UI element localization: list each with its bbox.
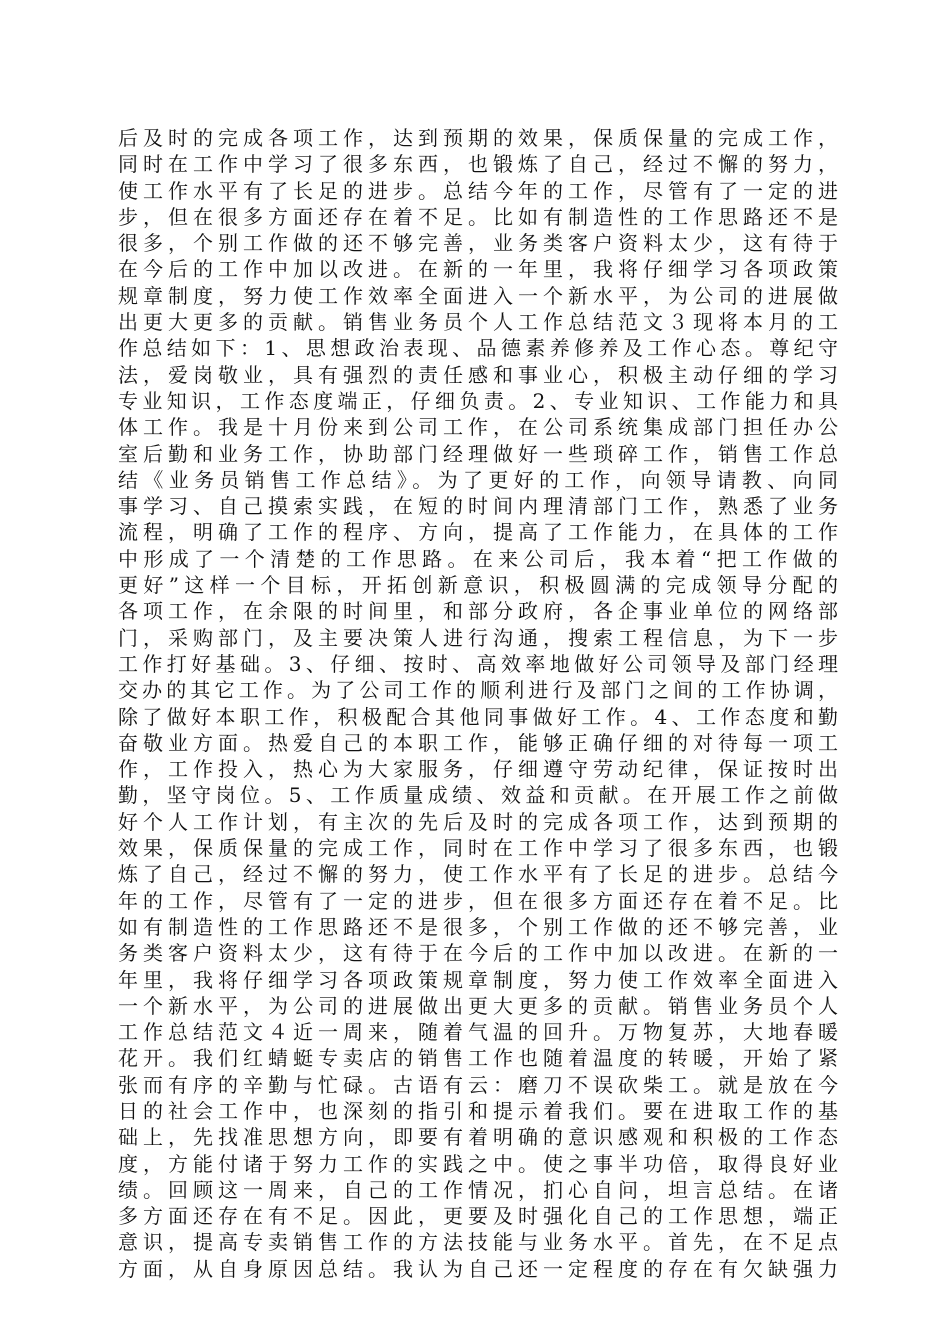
text-line: 奋敬业方面。热爱自己的本职工作，能够正确仔细的对待每一项工 — [118, 730, 838, 755]
text-line: 意识，提高专卖销售工作的方法技能与业务水平。首先，在不足点 — [118, 1230, 838, 1255]
text-line: 花开。我们红蜻蜓专卖店的销售工作也随着温度的转暖，开始了紧 — [118, 1046, 838, 1071]
text-line: 后及时的完成各项工作，达到预期的效果，保质保量的完成工作， — [118, 126, 838, 150]
text-line: 体工作。我是十月份来到公司工作，在公司系统集成部门担任办公 — [118, 415, 838, 440]
text-line: 同时在工作中学习了很多东西，也锻炼了自己，经过不懈的努力， — [118, 152, 838, 177]
text-line: 规章制度，努力使工作效率全面进入一个新水平，为公司的进展做 — [118, 283, 838, 308]
text-line: 如有制造性的工作思路还不是很多，个别工作做的还不够完善，业 — [118, 914, 838, 939]
body-text — [118, 125, 838, 1282]
text-line: 法，爱岗敬业，具有强烈的责任感和事业心，积极主动仔细的学习 — [118, 362, 838, 387]
text-line: 更好”这样一个目标，开拓创新意识，积极圆满的完成领导分配的 — [118, 573, 838, 598]
text-line: 日的社会工作中，也深刻的指引和提示着我们。要在进取工作的基 — [118, 1098, 838, 1123]
text-line: 除了做好本职工作，积极配合其他同事做好工作。4、工作态度和勤 — [118, 704, 838, 729]
text-line: 流程，明确了工作的程序、方向，提高了工作能力，在具体的工作 — [118, 520, 838, 545]
text-line: 门，采购部门，及主要决策人进行沟通，搜索工程信息，为下一步 — [118, 625, 838, 650]
text-line: 年里，我将仔细学习各项政策规章制度，努力使工作效率全面进入 — [118, 967, 838, 992]
text-line: 交办的其它工作。为了公司工作的顺利进行及部门之间的工作协调， — [118, 678, 838, 703]
text-line: 张而有序的辛勤与忙碌。古语有云：磨刀不误砍柴工。就是放在今 — [118, 1072, 838, 1097]
text-line: 年的工作，尽管有了一定的进步，但在很多方面还存在着不足。比 — [118, 888, 838, 913]
text-line: 工作打好基础。3、仔细、按时、高效率地做好公司领导及部门经理 — [118, 651, 838, 676]
text-line: 在今后的工作中加以改进。在新的一年里，我将仔细学习各项政策 — [118, 257, 838, 282]
text-line: 中形成了一个清楚的工作思路。在来公司后，我本着“把工作做的 — [118, 546, 838, 571]
text-line: 专业知识，工作态度端正，仔细负责。2、专业知识、工作能力和具 — [118, 388, 838, 413]
text-line: 方面，从自身原因总结。我认为自己还一定程度的存在有欠缺强力 — [118, 1256, 838, 1281]
text-line: 炼了自己，经过不懈的努力，使工作水平有了长足的进步。总结今 — [118, 862, 838, 887]
text-line: 绩。回顾这一周来，自己的工作情况，扪心自问，坦言总结。在诸 — [118, 1177, 838, 1202]
text-line: 勤，坚守岗位。5、工作质量成绩、效益和贡献。在开展工作之前做 — [118, 783, 838, 808]
text-line: 效果，保质保量的完成工作，同时在工作中学习了很多东西，也锻 — [118, 836, 838, 861]
text-line: 础上，先找准思想方向，即要有着明确的意识感观和积极的工作态 — [118, 1125, 838, 1150]
text-line: 作，工作投入，热心为大家服务，仔细遵守劳动纪律，保证按时出 — [118, 757, 838, 782]
text-line: 度，方能付诸于努力工作的实践之中。使之事半功倍，取得良好业 — [118, 1151, 838, 1176]
text-line: 作总结如下：1、思想政治表现、品德素养修养及工作心态。尊纪守 — [118, 336, 838, 361]
text-line: 事学习、自己摸索实践，在短的时间内理清部门工作，熟悉了业务 — [118, 494, 838, 519]
text-line: 结《业务员销售工作总结》。为了更好的工作，向领导请教、向同 — [118, 467, 838, 492]
text-line: 多方面还存在有不足。因此，更要及时强化自己的工作思想，端正 — [118, 1204, 838, 1229]
text-line: 很多，个别工作做的还不够完善，业务类客户资料太少，这有待于 — [118, 231, 838, 256]
text-line: 室后勤和业务工作，协助部门经理做好一些琐碎工作，销售工作总 — [118, 441, 838, 466]
text-line: 使工作水平有了长足的进步。总结今年的工作，尽管有了一定的进 — [118, 178, 838, 203]
text-line: 步，但在很多方面还存在着不足。比如有制造性的工作思路还不是 — [118, 204, 838, 229]
text-line: 工作总结范文４近一周来，随着气温的回升。万物复苏，大地春暖 — [118, 1020, 838, 1045]
text-line: 务类客户资料太少，这有待于在今后的工作中加以改进。在新的一 — [118, 941, 838, 966]
text-line: 各项工作，在余限的时间里，和部分政府，各企事业单位的网络部 — [118, 599, 838, 624]
text-line: 出更大更多的贡献。销售业务员个人工作总结范文３现将本月的工 — [118, 310, 838, 335]
text-line: 好个人工作计划，有主次的先后及时的完成各项工作，达到预期的 — [118, 809, 838, 834]
text-line: 一个新水平，为公司的进展做出更大更多的贡献。销售业务员个人 — [118, 993, 838, 1018]
